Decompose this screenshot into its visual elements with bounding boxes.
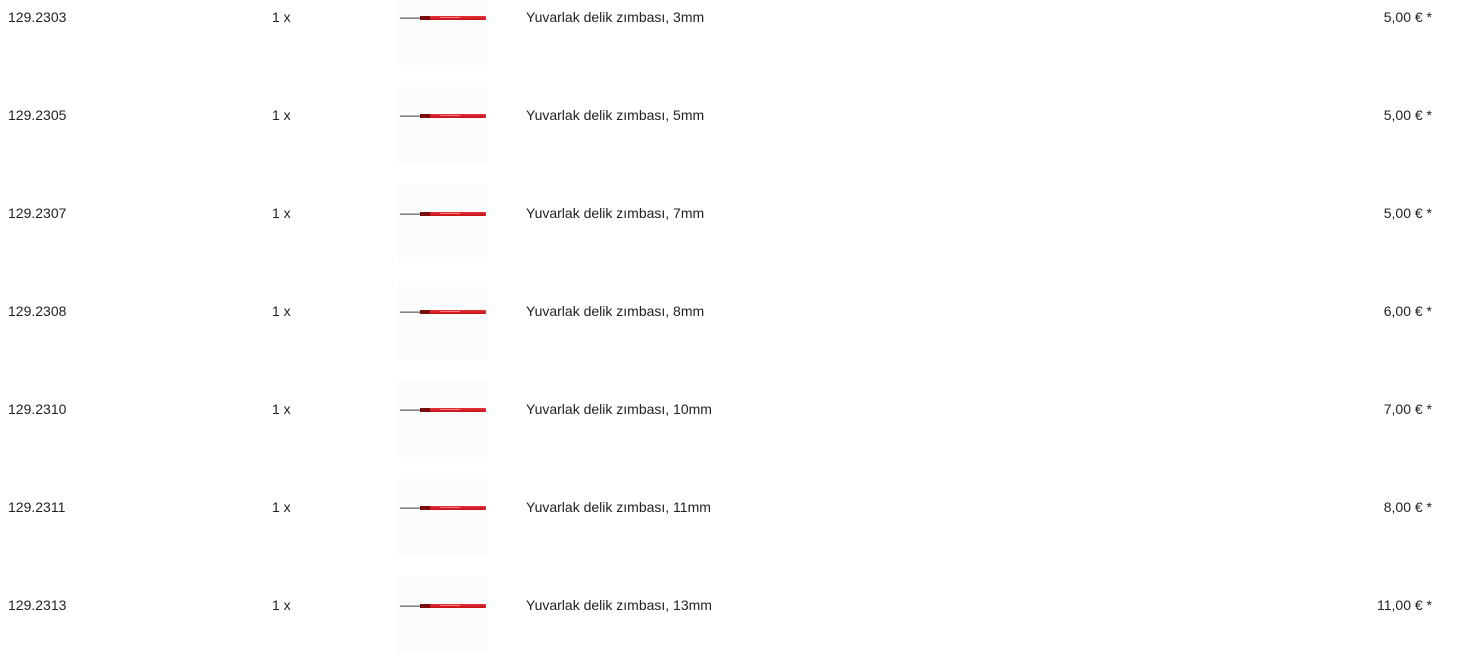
hole-punch-tool-icon	[400, 212, 486, 216]
product-number: 129.2313	[8, 597, 67, 613]
product-price: 7,00 € *	[1383, 401, 1432, 417]
hole-punch-tool-icon	[400, 114, 486, 118]
product-number: 129.2310	[8, 401, 67, 417]
product-number: 129.2305	[8, 107, 67, 123]
hole-punch-tool-icon	[400, 310, 486, 314]
hole-punch-tool-icon	[400, 16, 486, 20]
product-price: 5,00 € *	[1383, 9, 1432, 25]
product-price: 11,00 € *	[1376, 597, 1432, 613]
product-price: 5,00 € *	[1383, 205, 1432, 221]
product-image[interactable]	[398, 576, 488, 654]
product-quantity: 1 x	[272, 499, 291, 515]
list-item	[0, 262, 1465, 360]
product-image[interactable]	[398, 478, 488, 556]
list-item	[0, 556, 1465, 654]
product-number: 129.2307	[8, 205, 67, 221]
product-number: 129.2308	[8, 303, 67, 319]
product-name-link[interactable]: Yuvarlak delik zımbası, 7mm	[526, 205, 705, 221]
product-name-link[interactable]: Yuvarlak delik zımbası, 13mm	[526, 597, 712, 613]
product-image[interactable]	[398, 86, 488, 164]
product-name-link[interactable]: Yuvarlak delik zımbası, 10mm	[526, 401, 712, 417]
product-image[interactable]	[398, 282, 488, 360]
hole-punch-tool-icon	[400, 604, 486, 608]
product-price: 5,00 € *	[1383, 107, 1432, 123]
product-image[interactable]	[398, 184, 488, 262]
product-number: 129.2311	[8, 499, 66, 515]
product-name-link[interactable]: Yuvarlak delik zımbası, 5mm	[526, 107, 705, 123]
product-name-link[interactable]: Yuvarlak delik zımbası, 3mm	[526, 9, 705, 25]
product-image[interactable]	[398, 0, 488, 66]
product-quantity: 1 x	[272, 205, 291, 221]
list-item	[0, 360, 1465, 458]
product-name-link[interactable]: Yuvarlak delik zımbası, 8mm	[526, 303, 705, 319]
product-quantity: 1 x	[272, 401, 291, 417]
product-image[interactable]	[398, 380, 488, 458]
list-item	[0, 164, 1465, 262]
list-item	[0, 0, 1465, 66]
list-item	[0, 66, 1465, 164]
hole-punch-tool-icon	[400, 408, 486, 412]
product-price: 8,00 € *	[1383, 499, 1432, 515]
product-quantity: 1 x	[272, 107, 291, 123]
hole-punch-tool-icon	[400, 506, 486, 510]
product-number: 129.2303	[8, 9, 67, 25]
product-quantity: 1 x	[272, 303, 291, 319]
product-quantity: 1 x	[272, 9, 291, 25]
product-quantity: 1 x	[272, 597, 291, 613]
product-price: 6,00 € *	[1383, 303, 1432, 319]
list-item	[0, 458, 1465, 556]
product-name-link[interactable]: Yuvarlak delik zımbası, 11mm	[526, 499, 711, 515]
